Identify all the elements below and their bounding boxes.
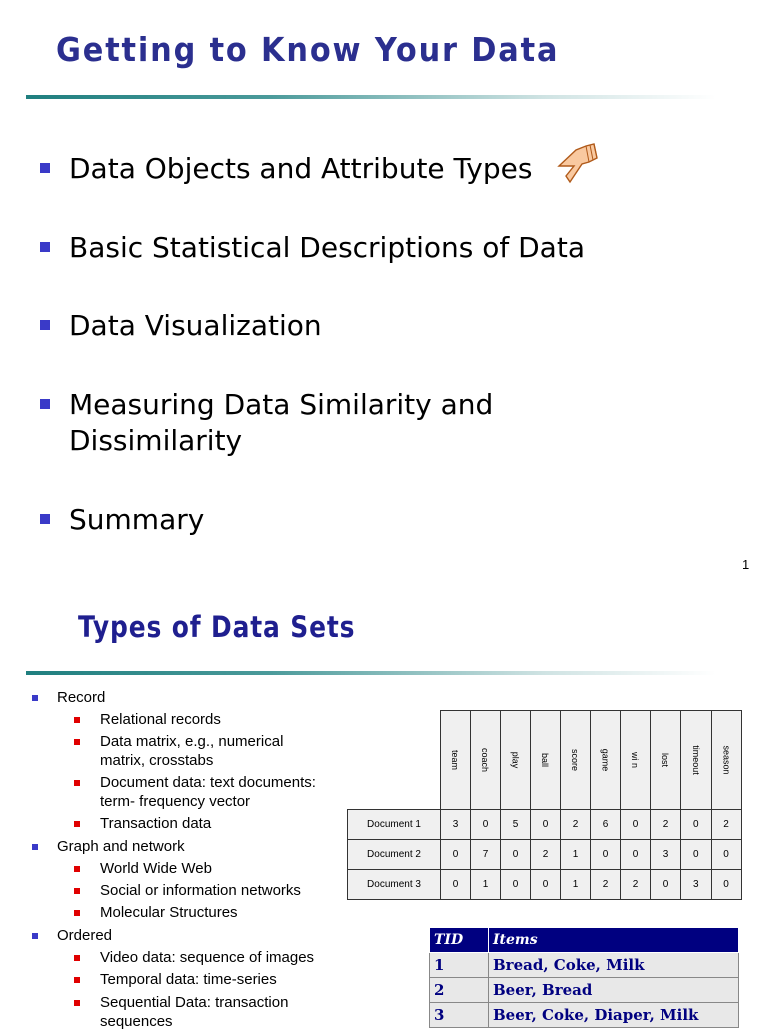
bullet-square-icon xyxy=(40,242,50,252)
matrix-cell: 0 xyxy=(501,840,531,870)
bullet-square-icon xyxy=(74,1000,80,1006)
table-row xyxy=(348,840,742,870)
matrix-cell: 0 xyxy=(681,840,712,870)
table-row xyxy=(348,810,742,840)
bullet-square-icon xyxy=(74,739,80,745)
matrix-cell: 0 xyxy=(711,840,741,870)
slide2-title: Types of Data Sets xyxy=(78,610,356,644)
matrix-cell: 0 xyxy=(621,840,651,870)
matrix-cell: 0 xyxy=(651,870,681,900)
matrix-cell: 0 xyxy=(711,870,741,900)
matrix-row-label: Document 3 xyxy=(348,870,441,900)
matrix-cell: 0 xyxy=(621,810,651,840)
matrix-cell: 3 xyxy=(441,810,471,840)
table-row xyxy=(430,978,739,1003)
tid-cell: 2 xyxy=(430,978,489,1003)
matrix-col-header: lost xyxy=(651,711,681,810)
matrix-cell: 2 xyxy=(561,810,591,840)
matrix-col-header: ball xyxy=(531,711,561,810)
matrix-cell: 6 xyxy=(591,810,621,840)
matrix-row-label: Document 2 xyxy=(348,840,441,870)
matrix-cell: 0 xyxy=(501,870,531,900)
bullet-square-icon xyxy=(74,821,80,827)
matrix-cell: 2 xyxy=(711,810,741,840)
items-cell: Beer, Coke, Diaper, Milk xyxy=(489,1003,739,1028)
matrix-cell: 2 xyxy=(621,870,651,900)
matrix-cell: 0 xyxy=(441,840,471,870)
bullet-square-icon xyxy=(40,163,50,173)
bullet-square-icon xyxy=(74,910,80,916)
matrix-corner xyxy=(348,711,441,810)
bullet-square-icon xyxy=(74,977,80,983)
matrix-col-header: season xyxy=(711,711,741,810)
table-header-row xyxy=(430,928,739,953)
tid-cell: 3 xyxy=(430,1003,489,1028)
bullet-square-icon xyxy=(40,320,50,330)
matrix-cell: 2 xyxy=(591,870,621,900)
matrix-col-header: team xyxy=(441,711,471,810)
matrix-cell: 3 xyxy=(651,840,681,870)
slide1-title-rule xyxy=(26,95,716,99)
matrix-col-header: timeout xyxy=(681,711,712,810)
bullet-square-icon xyxy=(40,514,50,524)
matrix-col-header: wi n xyxy=(621,711,651,810)
tid-header: TID xyxy=(430,928,489,953)
matrix-cell: 0 xyxy=(531,870,561,900)
items-cell: Bread, Coke, Milk xyxy=(489,953,739,978)
matrix-cell: 0 xyxy=(531,810,561,840)
matrix-cell: 3 xyxy=(681,870,712,900)
matrix-cell: 5 xyxy=(501,810,531,840)
matrix-cell: 2 xyxy=(651,810,681,840)
transaction-table xyxy=(429,927,739,1028)
matrix-cell: 2 xyxy=(531,840,561,870)
matrix-cell: 1 xyxy=(561,840,591,870)
bullet-square-icon xyxy=(32,844,38,850)
matrix-cell: 1 xyxy=(561,870,591,900)
matrix-cell: 0 xyxy=(681,810,712,840)
matrix-cell: 0 xyxy=(591,840,621,870)
matrix-col-header: coach xyxy=(471,711,501,810)
bullet-square-icon xyxy=(74,717,80,723)
matrix-col-header: play xyxy=(501,711,531,810)
bullet-square-icon xyxy=(32,933,38,939)
matrix-cell: 1 xyxy=(471,870,501,900)
matrix-row-label: Document 1 xyxy=(348,810,441,840)
matrix-cell: 0 xyxy=(441,870,471,900)
items-header: Items xyxy=(489,928,739,953)
matrix-col-header: score xyxy=(561,711,591,810)
matrix-cell: 0 xyxy=(471,810,501,840)
bullet-square-icon xyxy=(40,399,50,409)
page-number: 1 xyxy=(742,557,750,572)
table-row xyxy=(348,870,742,900)
bullet-square-icon xyxy=(74,888,80,894)
tid-cell: 1 xyxy=(430,953,489,978)
items-cell: Beer, Bread xyxy=(489,978,739,1003)
slide2-title-rule xyxy=(26,671,716,675)
document-term-matrix xyxy=(347,710,742,900)
slide1-title: Getting to Know Your Data xyxy=(56,30,560,69)
bullet-square-icon xyxy=(74,955,80,961)
bullet-square-icon xyxy=(74,780,80,786)
bullet-square-icon xyxy=(74,866,80,872)
bullet-square-icon xyxy=(32,695,38,701)
pointing-hand-icon xyxy=(556,140,602,186)
matrix-cell: 7 xyxy=(471,840,501,870)
table-row xyxy=(430,953,739,978)
matrix-col-header: game xyxy=(591,711,621,810)
